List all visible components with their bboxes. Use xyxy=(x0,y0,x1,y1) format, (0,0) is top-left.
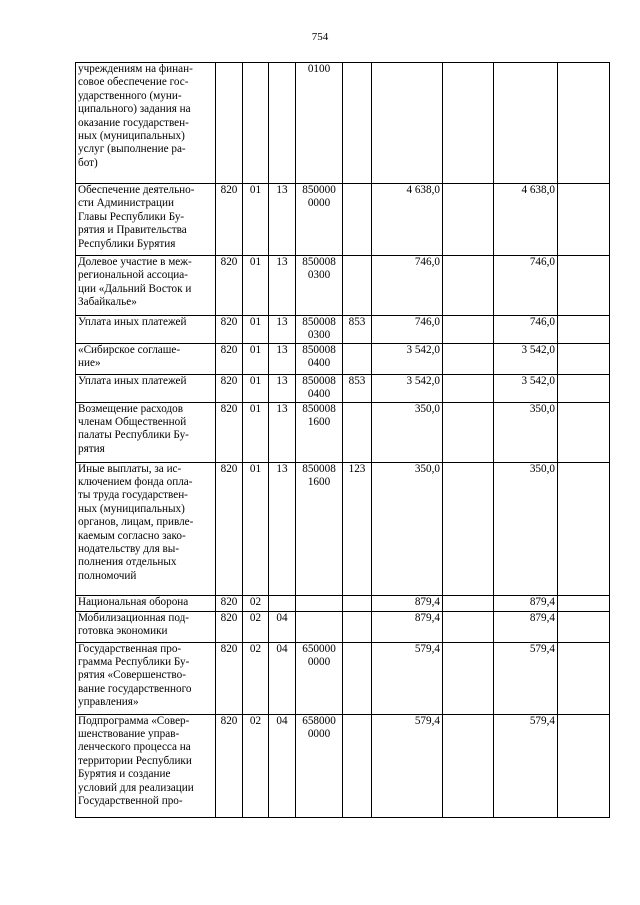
cell-total: 350,0 xyxy=(494,462,558,595)
cell-csr-line: 650000 xyxy=(302,642,336,655)
cell-rz: 01 xyxy=(243,462,269,595)
cell-pr: 13 xyxy=(269,316,296,344)
cell-vr: 123 xyxy=(343,462,372,595)
table-row xyxy=(76,316,610,344)
cell-empty xyxy=(443,595,494,611)
cell-sum: 579,4 xyxy=(372,642,443,714)
cell-gr: 820 xyxy=(216,343,243,374)
cell-gr xyxy=(216,63,243,184)
cell-name xyxy=(76,595,216,611)
cell-gr: 820 xyxy=(216,595,243,611)
cell-name-line: нодательству для вы- xyxy=(78,543,180,556)
cell-name-line: ты труда государствен- xyxy=(78,489,188,502)
cell-vr xyxy=(343,343,372,374)
cell-csr-line: 850000 xyxy=(302,184,336,196)
cell-name-line: территории Республики xyxy=(78,754,192,767)
cell-name-line: готовка экономики xyxy=(78,625,168,638)
table-row xyxy=(76,595,610,611)
cell-name-line: ключением фонда опла- xyxy=(78,476,193,489)
cell-name-line: ных (муниципальных) xyxy=(78,502,185,515)
cell-total: 3 542,0 xyxy=(494,374,558,402)
cell-sum: 4 638,0 xyxy=(372,184,443,256)
cell-rz xyxy=(243,63,269,184)
cell-csr-line: 850008 xyxy=(302,462,336,475)
cell-name-line: ленческого процесса на xyxy=(78,741,191,754)
cell-csr xyxy=(296,462,343,595)
cell-name-line: Забайкалье» xyxy=(78,296,137,309)
cell-csr-line: 850008 xyxy=(302,256,336,268)
cell-pr xyxy=(269,63,296,184)
cell-name-line: Обеспечение деятельно- xyxy=(78,184,195,196)
cell-name xyxy=(76,462,216,595)
cell-name xyxy=(76,714,216,817)
table-row xyxy=(76,611,610,642)
cell-rz: 01 xyxy=(243,316,269,344)
cell-csr-line: 1600 xyxy=(307,416,331,429)
cell-csr xyxy=(296,642,343,714)
cell-name xyxy=(76,256,216,316)
table-row xyxy=(76,256,610,316)
cell-name-line: Возмещение расходов xyxy=(78,402,184,415)
cell-name-line: Государственная про- xyxy=(78,642,182,655)
cell-csr xyxy=(296,256,343,316)
cell-name-line: управления» xyxy=(78,696,139,709)
cell-csr xyxy=(296,611,343,642)
cell-sum: 3 542,0 xyxy=(372,374,443,402)
cell-csr xyxy=(296,343,343,374)
cell-gr: 820 xyxy=(216,642,243,714)
cell-csr xyxy=(296,316,343,344)
cell-csr-line: 658000 xyxy=(302,714,336,727)
cell-rz: 01 xyxy=(243,184,269,256)
cell-name-line: ции «Дальний Восток и xyxy=(78,282,192,295)
cell-name-line: палаты Республики Бу- xyxy=(78,429,189,442)
cell-pr xyxy=(269,595,296,611)
cell-sum: 746,0 xyxy=(372,316,443,344)
cell-empty xyxy=(443,714,494,817)
cell-name-line: рятия и Правительства xyxy=(78,224,187,237)
cell-empty xyxy=(443,316,494,344)
cell-pr: 13 xyxy=(269,462,296,595)
cell-pr: 04 xyxy=(269,611,296,642)
cell-total: 579,4 xyxy=(494,714,558,817)
cell-rz: 01 xyxy=(243,343,269,374)
table-row xyxy=(76,402,610,462)
cell-name xyxy=(76,184,216,256)
cell-blank xyxy=(558,642,610,714)
cell-vr xyxy=(343,63,372,184)
cell-empty xyxy=(443,256,494,316)
cell-vr xyxy=(343,402,372,462)
cell-gr: 820 xyxy=(216,184,243,256)
cell-name xyxy=(76,642,216,714)
cell-name-line: Уплата иных платежей xyxy=(78,316,187,328)
cell-name-line: услуг (выполнение ра- xyxy=(78,143,186,156)
cell-rz: 01 xyxy=(243,256,269,316)
table-row xyxy=(76,63,610,184)
cell-csr xyxy=(296,374,343,402)
cell-total: 4 638,0 xyxy=(494,184,558,256)
cell-gr: 820 xyxy=(216,611,243,642)
cell-name-line: региональной ассоциа- xyxy=(78,269,188,282)
cell-gr: 820 xyxy=(216,402,243,462)
cell-name-line: Иные выплаты, за ис- xyxy=(78,462,182,475)
cell-csr-line: 0100 xyxy=(307,63,331,75)
cell-name-line: полномочий xyxy=(78,569,137,582)
cell-csr-line: 0400 xyxy=(307,357,331,370)
cell-name-line: сти Администрации xyxy=(78,197,174,210)
table-row xyxy=(76,343,610,374)
cell-name-line: Подпрограмма «Совер- xyxy=(78,714,190,727)
cell-rz: 02 xyxy=(243,611,269,642)
budget-table xyxy=(75,62,610,818)
cell-name-line: полнения отдельных xyxy=(78,556,177,569)
cell-gr: 820 xyxy=(216,714,243,817)
cell-csr-line: 0300 xyxy=(307,329,331,342)
cell-name-line: Главы Республики Бу- xyxy=(78,210,185,223)
cell-pr: 04 xyxy=(269,714,296,817)
cell-vr xyxy=(343,714,372,817)
cell-sum: 879,4 xyxy=(372,611,443,642)
cell-blank xyxy=(558,374,610,402)
cell-name-line: органов, лицам, привле- xyxy=(78,516,194,529)
cell-empty xyxy=(443,63,494,184)
cell-blank xyxy=(558,256,610,316)
cell-name-line: Национальная оборона xyxy=(78,595,189,608)
cell-pr: 13 xyxy=(269,374,296,402)
cell-rz: 02 xyxy=(243,595,269,611)
cell-blank xyxy=(558,462,610,595)
cell-name-line: ударственного (муни- xyxy=(78,89,182,102)
cell-vr: 853 xyxy=(343,374,372,402)
cell-empty xyxy=(443,184,494,256)
cell-pr: 13 xyxy=(269,402,296,462)
cell-rz: 01 xyxy=(243,402,269,462)
cell-gr: 820 xyxy=(216,374,243,402)
cell-sum: 879,4 xyxy=(372,595,443,611)
cell-name xyxy=(76,63,216,184)
cell-name xyxy=(76,402,216,462)
table-row xyxy=(76,714,610,817)
cell-empty xyxy=(443,402,494,462)
cell-name-line: Государственной про- xyxy=(78,795,183,808)
cell-name-line: Уплата иных платежей xyxy=(78,374,187,387)
cell-sum: 3 542,0 xyxy=(372,343,443,374)
cell-gr: 820 xyxy=(216,462,243,595)
cell-vr xyxy=(343,256,372,316)
cell-total: 879,4 xyxy=(494,595,558,611)
cell-total: 579,4 xyxy=(494,642,558,714)
cell-name-line: рятия xyxy=(78,442,105,455)
cell-csr-line: 0000 xyxy=(307,197,331,210)
cell-blank xyxy=(558,611,610,642)
cell-csr xyxy=(296,402,343,462)
cell-name-line: ципального) задания на xyxy=(78,103,191,116)
cell-name xyxy=(76,316,216,344)
cell-sum: 579,4 xyxy=(372,714,443,817)
cell-blank xyxy=(558,402,610,462)
cell-name-line: вание государственного xyxy=(78,682,192,695)
cell-blank xyxy=(558,343,610,374)
cell-pr: 04 xyxy=(269,642,296,714)
cell-name-line: каемым согласно зако- xyxy=(78,529,186,542)
table-row xyxy=(76,374,610,402)
cell-name-line: ных (муниципальных) xyxy=(78,130,185,143)
cell-name-line: учреждениям на финан- xyxy=(78,63,193,75)
cell-empty xyxy=(443,611,494,642)
cell-name xyxy=(76,343,216,374)
cell-pr: 13 xyxy=(269,184,296,256)
table-row xyxy=(76,642,610,714)
cell-name-line: оказание государствен- xyxy=(78,116,189,129)
cell-csr-line: 1600 xyxy=(307,476,331,489)
cell-csr-line: 850008 xyxy=(302,316,336,328)
cell-vr xyxy=(343,184,372,256)
cell-blank xyxy=(558,714,610,817)
cell-empty xyxy=(443,642,494,714)
cell-total xyxy=(494,63,558,184)
cell-empty xyxy=(443,374,494,402)
cell-name-line: Долевое участие в меж- xyxy=(78,256,192,268)
cell-csr-line: 850008 xyxy=(302,343,336,356)
cell-csr xyxy=(296,184,343,256)
cell-gr: 820 xyxy=(216,256,243,316)
cell-blank xyxy=(558,63,610,184)
cell-pr: 13 xyxy=(269,343,296,374)
cell-gr: 820 xyxy=(216,316,243,344)
cell-empty xyxy=(443,462,494,595)
cell-csr-line: 0000 xyxy=(307,728,331,741)
cell-sum: 350,0 xyxy=(372,462,443,595)
cell-total: 3 542,0 xyxy=(494,343,558,374)
cell-csr xyxy=(296,595,343,611)
cell-name xyxy=(76,611,216,642)
cell-vr xyxy=(343,611,372,642)
table-row xyxy=(76,184,610,256)
page-number: 754 xyxy=(311,31,329,43)
cell-total: 746,0 xyxy=(494,256,558,316)
cell-vr xyxy=(343,595,372,611)
table-body xyxy=(76,63,610,818)
cell-rz: 01 xyxy=(243,374,269,402)
cell-vr: 853 xyxy=(343,316,372,344)
cell-sum xyxy=(372,63,443,184)
cell-name-line: рятия «Совершенство- xyxy=(78,669,186,682)
cell-csr-line: 0400 xyxy=(307,388,331,401)
cell-blank xyxy=(558,316,610,344)
cell-total: 879,4 xyxy=(494,611,558,642)
cell-name-line: Республики Бурятия xyxy=(78,237,176,250)
cell-rz: 02 xyxy=(243,642,269,714)
cell-name-line: членам Общественной xyxy=(78,416,187,429)
cell-sum: 746,0 xyxy=(372,256,443,316)
cell-pr: 13 xyxy=(269,256,296,316)
table-row xyxy=(76,462,610,595)
cell-empty xyxy=(443,343,494,374)
cell-name-line: Бурятия и создание xyxy=(78,768,171,781)
cell-blank xyxy=(558,184,610,256)
cell-blank xyxy=(558,595,610,611)
cell-rz: 02 xyxy=(243,714,269,817)
cell-name-line: «Сибирское соглаше- xyxy=(78,343,181,356)
cell-sum: 350,0 xyxy=(372,402,443,462)
cell-name-line: Мобилизационная под- xyxy=(78,611,190,624)
cell-csr-line: 850008 xyxy=(302,374,336,387)
cell-csr xyxy=(296,63,343,184)
cell-name-line: бот) xyxy=(78,156,98,169)
cell-name-line: условий для реализации xyxy=(78,781,194,794)
cell-csr xyxy=(296,714,343,817)
cell-total: 746,0 xyxy=(494,316,558,344)
cell-csr-line: 850008 xyxy=(302,402,336,415)
cell-name-line: совое обеспечение гос- xyxy=(78,76,189,89)
cell-name-line: шенствование управ- xyxy=(78,728,180,741)
cell-name xyxy=(76,374,216,402)
cell-name-line: грамма Республики Бу- xyxy=(78,656,190,669)
cell-csr-line: 0300 xyxy=(307,269,331,282)
cell-name-line: ние» xyxy=(78,357,101,370)
cell-total: 350,0 xyxy=(494,402,558,462)
cell-vr xyxy=(343,642,372,714)
cell-csr-line: 0000 xyxy=(307,656,331,669)
